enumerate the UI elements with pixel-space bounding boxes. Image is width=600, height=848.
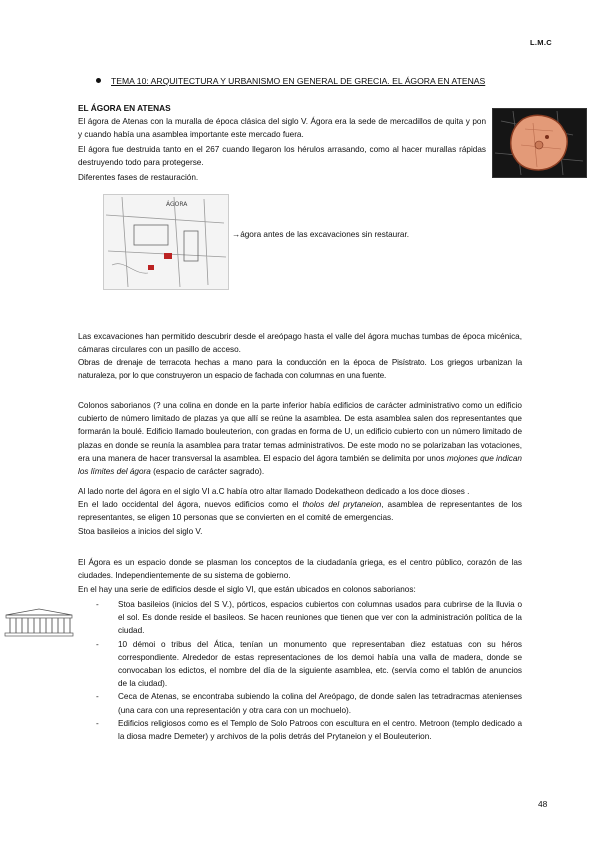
paragraph-tholos bbox=[78, 498, 522, 524]
stoa-building-image bbox=[4, 607, 74, 637]
list-item-text: Edificios religiosos como es el Templo de Solo Patroos con escultura en el centro. Metroon (templo dedicado a la diosa madre Demeter) y archivos de la polis detrás del Prytaneion y el Bouleuterion. bbox=[118, 718, 522, 742]
paragraph-text: En el lado occidental del ágora, nuevos edificios como el bbox=[78, 500, 303, 509]
section-heading: EL ÁGORA EN ATENAS bbox=[78, 103, 171, 113]
map-graphic bbox=[493, 109, 586, 177]
dash-bullet: - bbox=[96, 600, 99, 609]
list-item bbox=[78, 717, 522, 743]
paragraph-text: Diferentes fases de restauración. bbox=[78, 173, 199, 182]
topic-title-text: TEMA 10: ARQUITECTURA Y URBANISMO EN GENERAL DE GRECIA. EL ÁGORA EN ATENAS bbox=[111, 76, 486, 86]
paragraph-text: Stoa basileios a inicios del siglo V. bbox=[78, 527, 203, 536]
paragraph-text: , asamblea de representantes de los representantes, se eligen 10 personas que se convierten en el comité de emergencias. bbox=[78, 500, 523, 523]
topic-title bbox=[96, 76, 485, 86]
list-item-text: Stoa basileios (inicios del S V.), pórticos, espacios cubiertos con columnas usados para cubrirse de la lluvia o el sol. Es donde reside el basileos. Se hacen reuniones que tienen que ver con la administración política de la ciudad. bbox=[118, 600, 522, 636]
paragraph-text: El Ágora es un espacio donde se plasman los conceptos de la ciudadanía griega, es el centro público, corazón de las ciudades. Independientemente de su sistema de gobierno. bbox=[78, 558, 522, 581]
page-number: 48 bbox=[538, 799, 548, 809]
paragraph-text: (espacio de carácter sagrado). bbox=[150, 467, 265, 477]
paragraph-agora-concept bbox=[78, 556, 522, 582]
paragraph-text: En el hay una serie de edificios desde el siglo VI, que están ubicados en colonos saborianos: bbox=[78, 585, 416, 594]
list-item bbox=[78, 598, 522, 638]
paragraph-text: Obras de drenaje de terracota hechas a mano para la conducción en la época de Pisístrato. Los griegos urbanizan la naturaleza, por lo que construyeron un espacio de fachada con columnas en una fuente. bbox=[78, 358, 522, 381]
bullet-icon bbox=[96, 78, 101, 83]
paragraph-buildings-intro bbox=[78, 583, 522, 596]
paragraph-text: Colonos saborianos (? una colina en donde en la parte inferior había edificios de carácter administrativo como un edificio cubierto de número limitado de plazas ya que allí se reúne la asamblea. De esta asamblea salen dos representantes que formarán la boulé. Edificio llamado bouleuterion, con gradas en forma de U, un edificio cubierto con un número limitado de plazas en donde se reunía la asamblea para tratar temas administrativos. De este modo no se polarizaban las votaciones, era una manera de hacer transversal la asamblea. El espacio del ágora también se delimita por unos bbox=[78, 401, 522, 463]
paragraph-colonos bbox=[78, 399, 522, 478]
paragraph-emphasis: tholos del prytaneion bbox=[302, 500, 382, 509]
plan-label: ÁGORA bbox=[166, 201, 188, 208]
paragraph-text: Las excavaciones han permitido descubrir desde el areópago hasta el valle del ágora muchas tumbas de época micénica, cámaras circulares con un pasillo de acceso. bbox=[78, 332, 522, 355]
paragraph-drainage bbox=[78, 356, 522, 382]
paragraph-intro bbox=[78, 115, 486, 141]
paragraph-text: Al lado norte del ágora en el siglo VI a.C había otro altar llamado Dodekatheon dedicado a los doce dioses . bbox=[78, 487, 470, 496]
agora-plan-graphic bbox=[104, 195, 228, 289]
dash-bullet: - bbox=[96, 718, 99, 728]
paragraph-phases bbox=[78, 171, 522, 184]
plan-caption: →ágora antes de las excavaciones sin restaurar. bbox=[232, 230, 410, 239]
stoa-graphic bbox=[4, 607, 74, 637]
list-item-text: 10 démoi o tribus del Ática, tenían un monumento que representaban diez estatuas con su héros correspondiente. Alrededor de estas representaciones de los demoi había una valla de madera, donde se convocaban los edictos, el nombre del día de la siguiente asamblea, etc. (servía como el tablón de anuncios de la ciudad). bbox=[118, 639, 522, 689]
paragraph-text: El ágora fue destruida tanto en el 267 cuando llegaron los hérulos arrasando, como al hacer murallas rápidas destruyendo todo para protegerse. bbox=[78, 145, 486, 168]
dash-bullet: - bbox=[96, 639, 99, 649]
paragraph-stoa bbox=[78, 525, 522, 538]
paragraph-text: El ágora de Atenas con la muralla de época clásica del siglo V. Ágora era la sede de mercadillos de quita y pon y cuando había una asamblea importante este mercado fuera. bbox=[78, 117, 486, 140]
athens-wall-map-image bbox=[492, 108, 587, 178]
list-item bbox=[78, 690, 522, 716]
paragraph-dodekatheon bbox=[78, 485, 522, 498]
paragraph-destruction bbox=[78, 143, 486, 169]
buildings-list bbox=[78, 598, 522, 743]
paragraph-excavations bbox=[78, 330, 522, 356]
list-item bbox=[78, 638, 522, 691]
author-initials: L.M.C bbox=[530, 38, 552, 47]
agora-plan-image bbox=[103, 194, 229, 290]
paragraph-emphasis: mojones que indican los límites del ágora bbox=[78, 453, 522, 477]
list-item-text: Ceca de Atenas, se encontraba subiendo la colina del Areópago, de donde salen las tetradracmas atenienses (una cara con una representación y otra cara con un mochuelo). bbox=[118, 692, 522, 715]
dash-bullet: - bbox=[96, 692, 99, 702]
